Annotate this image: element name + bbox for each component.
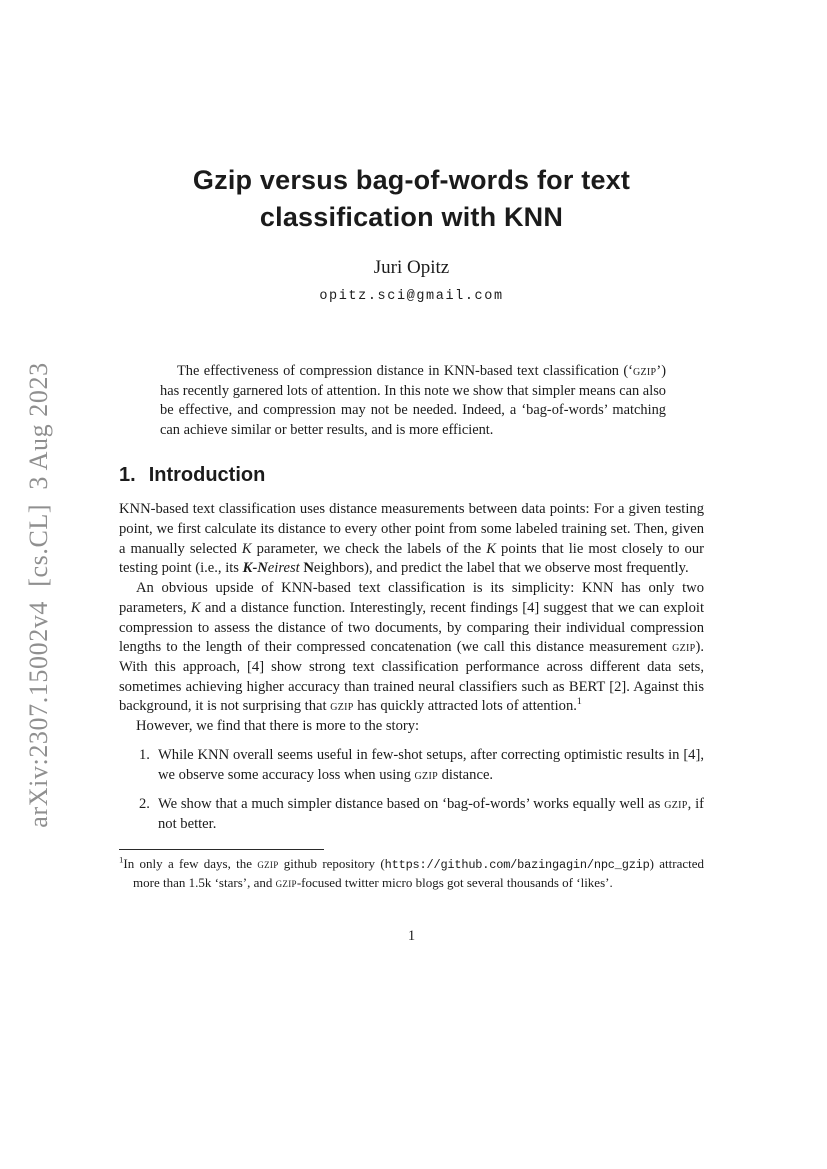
text-run: In only a few days, the xyxy=(123,855,258,871)
arxiv-stamp: arXiv:2307.15002v4 [cs.CL] 3 Aug 2023 xyxy=(24,362,53,828)
footnote-1 xyxy=(119,855,704,892)
paper-title: Gzip versus bag-of-words for text classification with KNN xyxy=(192,165,631,232)
smallcaps-gzip: gzip xyxy=(672,639,696,656)
text-run: K xyxy=(241,540,252,557)
text-run: KNN-based text classification uses distance measurements between data points: For a given testing point, we first calculate its distance to every other point from some labeled training set. Then, given a manually selected xyxy=(119,501,704,557)
abstract-text xyxy=(160,362,666,440)
text-run: - xyxy=(252,560,258,577)
text-run: parameter, we check the labels of the xyxy=(251,540,487,557)
findings-list xyxy=(119,746,704,835)
text-run: K xyxy=(242,560,253,577)
section-number: 1. xyxy=(119,464,136,487)
text-run: distance. xyxy=(437,766,494,783)
text-run: eighbors), and predict the label that we observe most frequently. xyxy=(313,560,689,577)
smallcaps-gzip: gzip xyxy=(275,875,297,891)
text-run: While KNN overall seems useful in few-shot setups, after correcting optimistic results in [4], we observe some accuracy loss when using xyxy=(158,746,704,783)
smallcaps-gzip: gzip xyxy=(414,766,438,783)
list-item-text xyxy=(158,747,704,783)
author-name: Juri Opitz xyxy=(373,257,450,278)
main-column xyxy=(119,0,704,945)
footnote-url-link[interactable]: https://github.com/bazingagin/npc_gzip xyxy=(384,857,650,872)
text-run: K xyxy=(190,599,201,616)
smallcaps-gzip: gzip xyxy=(664,796,688,813)
text-run: N xyxy=(303,560,314,577)
author-email[interactable]: opitz.sci@gmail.com xyxy=(319,289,504,304)
text-run: An obvious upside of KNN-based text classification is its simplicity: KNN has only two parameters, xyxy=(119,580,704,616)
text-run: ’) has recently garnered lots of attention. In this note we show that simpler means can also be effective, and compression may not be needed. Indeed, a ‘bag-of-words’ matching can achieve similar or better results, and is more efficient. xyxy=(160,363,666,438)
text-run: points that lie most closely to our testing point (i.e., its xyxy=(119,540,704,577)
footnote-rule xyxy=(119,849,324,850)
footnote-marker: 1 xyxy=(576,696,582,708)
footnote-block xyxy=(119,849,704,892)
list-item-number: 2. xyxy=(139,796,150,813)
intro-paragraph-2 xyxy=(119,579,704,717)
text-run: has quickly attracted lots of attention. xyxy=(353,698,577,715)
list-item-number: 1. xyxy=(139,746,150,763)
list-item xyxy=(119,795,704,834)
smallcaps-gzip: gzip xyxy=(257,855,279,871)
text-run: N xyxy=(257,560,268,577)
page-number: 1 xyxy=(407,927,416,944)
intro-paragraph-3: However, we find that there is more to the story: xyxy=(136,718,420,735)
section-title: Introduction xyxy=(148,464,266,487)
footnote-number: 1 xyxy=(119,854,124,865)
smallcaps-gzip: gzip xyxy=(330,698,354,715)
text-run: K xyxy=(486,540,497,557)
intro-paragraph-1 xyxy=(119,500,704,579)
section-heading xyxy=(119,463,704,488)
text-run: ). With this approach, [4] show strong text classification performance across different data sets, sometimes achieving higher accuracy than trained neural classifiers such as BERT [2]. Against this background, it is not surprising that xyxy=(119,639,704,715)
text-run: and a distance function. Interestingly, recent findings [4] suggest that we can exploit compression to assess the distance of two documents, by comparing their individual compression lengths to the length of their compressed concatenation (we call this distance measurement xyxy=(119,599,705,656)
text-run: We show that a much simpler distance based on ‘bag-of-words’ works equally well as xyxy=(158,796,665,813)
list-item-text xyxy=(158,796,704,832)
text-run: , if not better. xyxy=(158,796,704,832)
text-run: eirest xyxy=(267,560,300,577)
text-run: ) attracted more than 1.5k ‘stars’, and xyxy=(133,855,705,891)
text-run: -focused twitter micro blogs got several thousands of ‘likes’. xyxy=(296,875,613,891)
text-run: github repository ( xyxy=(278,855,385,871)
list-item xyxy=(119,746,704,785)
smallcaps-gzip: gzip xyxy=(632,363,657,379)
text-run: The effectiveness of compression distance in KNN-based text classification (‘ xyxy=(177,363,633,379)
